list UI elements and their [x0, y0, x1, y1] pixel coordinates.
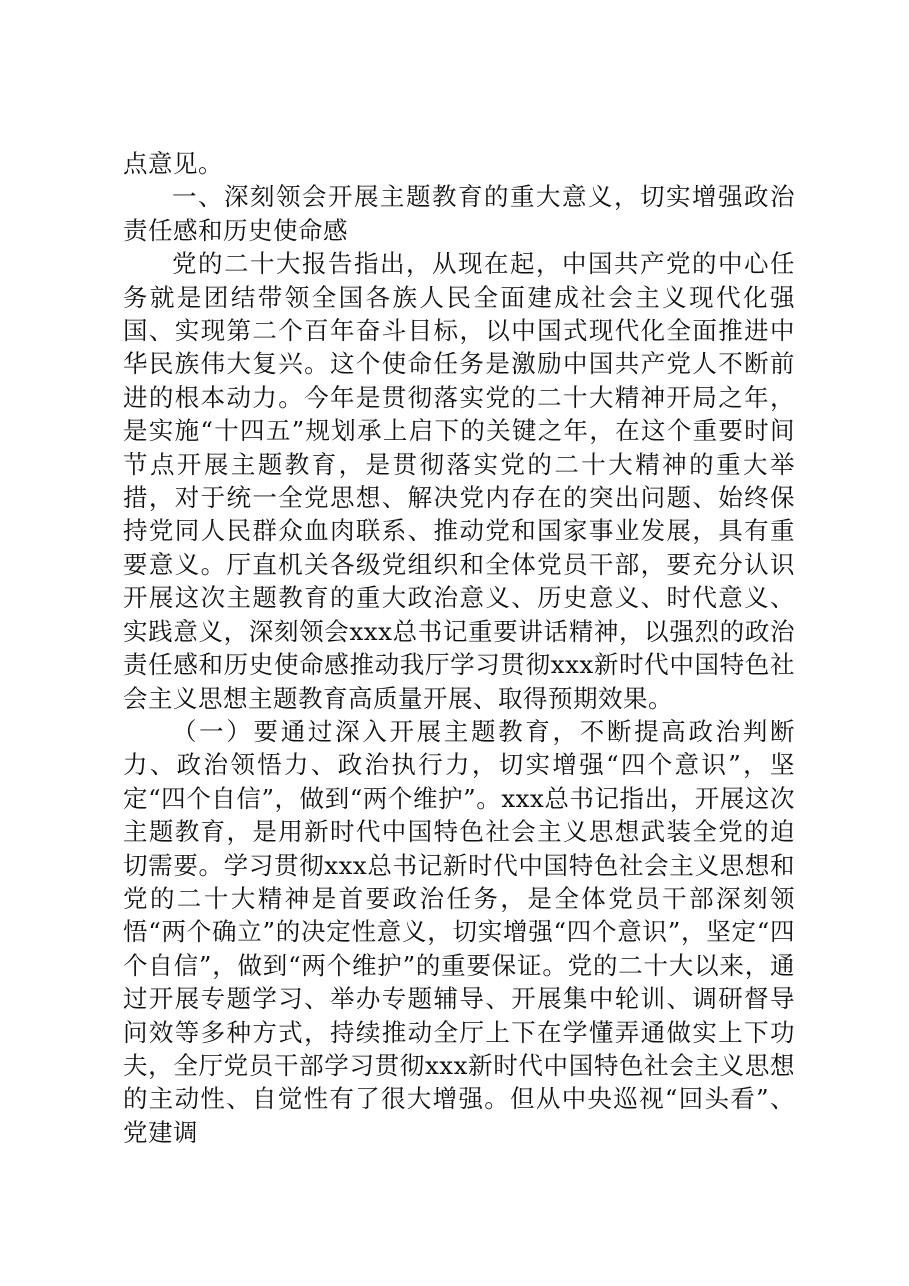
- paragraph-body: 党的二十大报告指出，从现在起，中国共产党的中心任务就是团结带领全国各族人民全面建成社会主义现代化强国、实现第二个百年奋斗目标，以中国式现代化全面推进中华民族伟大复兴。这个使命任务是激励中国共产党人不断前进的根本动力。今年是贯彻落实党的二十大精神开局之年，是实施“十四五”规划承上启下的关键之年，在这个重要时间节点开展主题教育，是贯彻落实党的二十大精神的重大举措，对于统一全党思想、解决党内存在的突出问题、始终保持党同人民群众血肉联系、推动党和国家事业发展，具有重要意义。厅直机关各级党组织和全体党员干部，要充分认识开展这次主题教育的重大政治意义、历史意义、时代意义、实践意义，深刻领会xxx总书记重要讲话精神，以强烈的政治责任感和历史使命感推动我厅学习贯彻xxx新时代中国特色社会主义思想主题教育高质量开展、取得预期效果。: [123, 249, 795, 713]
- section-heading: 一、深刻领会开展主题教育的重大意义，切实增强政治责任感和历史使命感: [123, 182, 795, 245]
- subsection-paragraph: （一）要通过深入开展主题教育，不断提高政治判断力、政治领悟力、政治执行力，切实增强“四个意识”，坚定“四个自信”，做到“两个维护”。xxx总书记指出，开展这次主题教育，是用新时代中国特色社会主义思想武装全党的迫切需要。学习贯彻xxx总书记新时代中国特色社会主义思想和党的二十大精神是首要政治任务，是全体党员干部深刻领悟“两个确立”的决定性意义，切实增强“四个意识”，坚定“四个自信”，做到“两个维护”的重要保证。党的二十大以来，通过开展专题学习、举办专题辅导、开展集中轮训、调研督导问效等多种方式，持续推动全厅上下在学懂弄通做实上下功夫，全厅党员干部学习贯彻xxx新时代中国特色社会主义思想的主动性、自觉性有了很大增强。但从中央巡视“回头看”、党建调: [123, 716, 795, 1147]
- paragraph-continuation: 点意见。: [123, 149, 223, 178]
- document-body: [123, 147, 795, 1149]
